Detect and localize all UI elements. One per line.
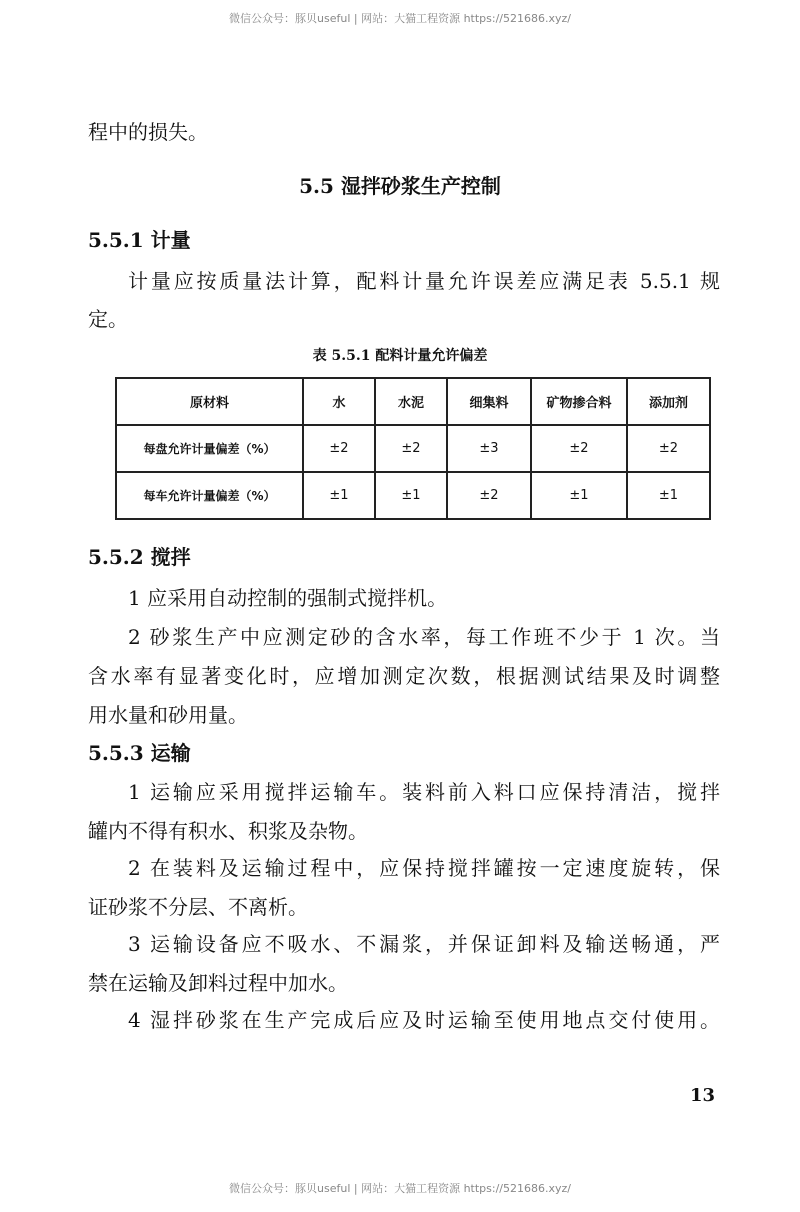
table-cell: ±2 bbox=[303, 425, 375, 472]
table-cell: ±2 bbox=[531, 425, 627, 472]
table-header-cell: 水 bbox=[303, 378, 375, 425]
metering-tolerance-table bbox=[115, 377, 711, 520]
clause-5-5-3-item3-line2: 禁在运输及卸料过程中加水。 bbox=[88, 971, 348, 995]
clause-5-5-2-heading: 5.5.2 搅拌 bbox=[88, 545, 191, 569]
table-row-label: 每盘允许计量偏差（%） bbox=[116, 425, 303, 472]
clause-5-5-1-text-line1: 计量应按质量法计算，配料计量允许误差应满足表 5.5.1 规 bbox=[128, 269, 720, 293]
watermark-top: 微信公众号：豚贝useful | 网站：大猫工程资源 https://521686.xyz/ bbox=[229, 12, 571, 25]
clause-5-5-3-item3-line1: 3 运输设备应不吸水、不漏浆，并保证卸料及输送畅通，严 bbox=[128, 932, 720, 956]
clause-5-5-2-item1: 1 应采用自动控制的强制式搅拌机。 bbox=[128, 586, 448, 610]
clause-5-5-3-item4: 4 湿拌砂浆在生产完成后应及时运输至使用地点交付使用。 bbox=[128, 1008, 720, 1032]
table-cell: ±3 bbox=[447, 425, 531, 472]
previous-paragraph-tail: 程中的损失。 bbox=[88, 120, 208, 144]
table-cell: ±2 bbox=[447, 472, 531, 519]
table-cell: ±1 bbox=[375, 472, 447, 519]
clause-5-5-1-text-line2: 定。 bbox=[88, 307, 128, 331]
table-row bbox=[116, 472, 710, 519]
clause-5-5-3-item1-line1: 1 运输应采用搅拌运输车。装料前入料口应保持清洁，搅拌 bbox=[128, 780, 720, 804]
clause-5-5-3-item2-line2: 证砂浆不分层、不离析。 bbox=[88, 895, 308, 919]
table-header-cell: 添加剂 bbox=[627, 378, 710, 425]
table-header-cell: 矿物掺合料 bbox=[531, 378, 627, 425]
table-cell: ±2 bbox=[627, 425, 710, 472]
section-title: 5.5 湿拌砂浆生产控制 bbox=[299, 174, 501, 198]
clause-5-5-3-heading: 5.5.3 运输 bbox=[88, 741, 191, 765]
table-header-cell: 水泥 bbox=[375, 378, 447, 425]
clause-5-5-2-item2-line1: 2 砂浆生产中应测定砂的含水率，每工作班不少于 1 次。当 bbox=[128, 625, 720, 649]
table-row bbox=[116, 425, 710, 472]
table-header-cell: 原材料 bbox=[116, 378, 303, 425]
table-header-row bbox=[116, 378, 710, 425]
table-cell: ±1 bbox=[627, 472, 710, 519]
watermark-bottom: 微信公众号：豚贝useful | 网站：大猫工程资源 https://521686.xyz/ bbox=[229, 1182, 571, 1195]
table-header-cell: 细集料 bbox=[447, 378, 531, 425]
table-cell: ±1 bbox=[303, 472, 375, 519]
clause-5-5-2-item2-line2: 含水率有显著变化时，应增加测定次数，根据测试结果及时调整 bbox=[88, 664, 720, 688]
clause-5-5-3-item1-line2: 罐内不得有积水、积浆及杂物。 bbox=[88, 819, 368, 843]
table-caption: 表 5.5.1 配料计量允许偏差 bbox=[312, 348, 488, 364]
clause-5-5-2-item2-line3: 用水量和砂用量。 bbox=[88, 703, 248, 727]
clause-5-5-3-item2-line1: 2 在装料及运输过程中，应保持搅拌罐按一定速度旋转，保 bbox=[128, 856, 720, 880]
table-cell: ±2 bbox=[375, 425, 447, 472]
table-cell: ±1 bbox=[531, 472, 627, 519]
table-row-label: 每车允许计量偏差（%） bbox=[116, 472, 303, 519]
clause-5-5-1-heading: 5.5.1 计量 bbox=[88, 228, 191, 252]
page-number: 13 bbox=[690, 1085, 716, 1106]
